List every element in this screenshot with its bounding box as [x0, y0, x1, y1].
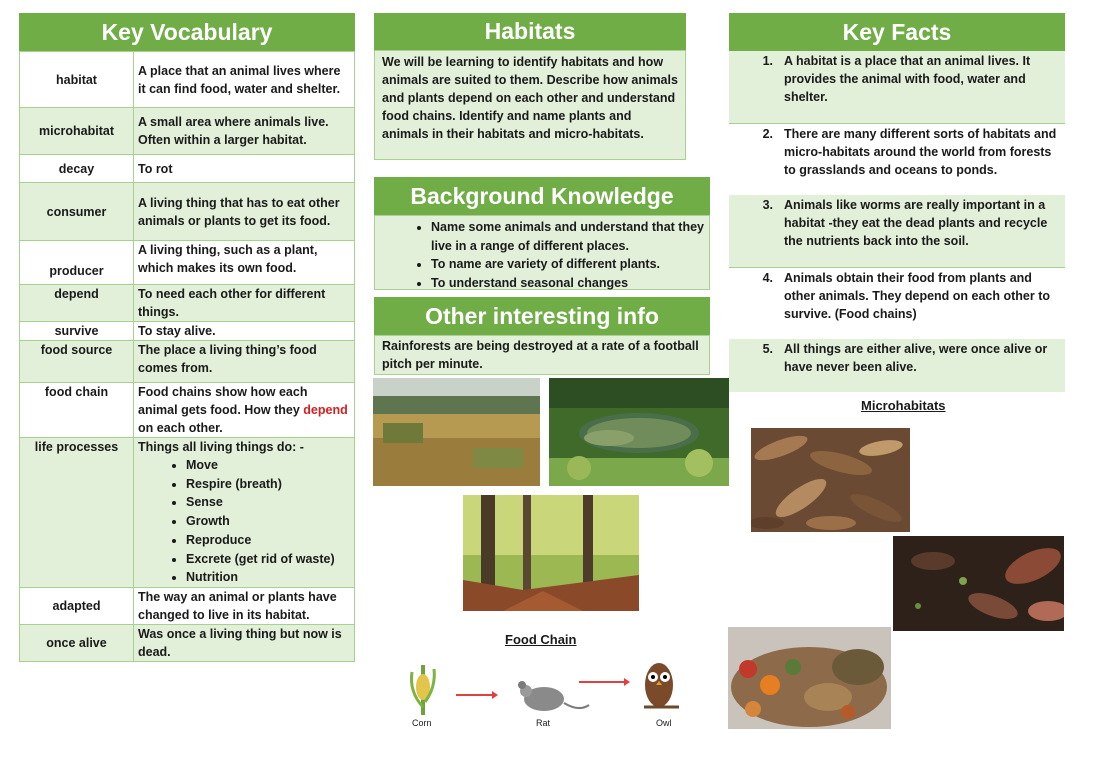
soil-photo: [893, 536, 1064, 631]
table-row: [20, 383, 355, 438]
other-info-box: [374, 335, 710, 375]
food-chain-label: Corn: [412, 718, 432, 728]
table-row: [20, 341, 355, 383]
key-fact-number: 3.: [762, 198, 773, 212]
key-fact-item: [729, 195, 1065, 267]
vocab-definition: The way an animal or plants have changed to live in its habitat.: [134, 587, 355, 624]
list-item: • To name are variety of different plants.: [431, 255, 709, 274]
list-item: • Reproduce: [186, 531, 350, 550]
key-fact-number: 5.: [762, 342, 773, 356]
vocab-term: depend: [20, 285, 134, 322]
key-fact-text: Animals like worms are really important in a habitat -they eat the dead plants and recycle the nutrients back into the soil.: [784, 198, 1048, 248]
vocab-definition-part: Food chains show how each animal gets food. How they: [138, 385, 308, 417]
vocab-term: survive: [20, 322, 134, 341]
vocab-definition-part: on each other.: [138, 421, 223, 435]
arrow-icon: [456, 691, 498, 699]
microhabitats-caption: Microhabitats: [861, 398, 946, 413]
food-chain-label: Owl: [656, 718, 672, 728]
vocab-term: food chain: [20, 383, 134, 438]
vocab-definition: A living thing, such as a plant, which makes its own food.: [134, 241, 355, 285]
vocab-definition: To rot: [134, 155, 355, 183]
habitats-text: We will be learning to identify habitats and how animals are suited to them. Describe how animals and plants depend on each other and understand food chains. Identify and name plants and animals in their habitats and micro-habitats.: [382, 55, 678, 141]
food-chain-diagram: [374, 657, 711, 729]
habitats-title: Habitats: [374, 13, 686, 50]
vocab-definition: The place a living thing’s food comes from.: [134, 341, 355, 383]
vocab-term: habitat: [20, 52, 134, 108]
vocab-definition-intro: Things all living things do: -: [138, 440, 304, 454]
vocab-definition: [134, 438, 355, 588]
habitats-description: [374, 50, 686, 160]
food-chain-caption: Food Chain: [505, 632, 577, 647]
vocab-term: food source: [20, 341, 134, 383]
key-facts-title: Key Facts: [729, 13, 1065, 51]
vocab-term: once alive: [20, 624, 134, 661]
vocab-term: consumer: [20, 183, 134, 241]
key-fact-text: A habitat is a place that an animal lives. It provides the animal with food, water and shelter.: [784, 54, 1031, 104]
key-fact-item: [729, 339, 1065, 392]
vocab-definition: [134, 383, 355, 438]
list-item: • Excrete (get rid of waste): [186, 550, 350, 569]
life-processes-list: [138, 456, 350, 587]
list-item: • Growth: [186, 512, 350, 531]
vocab-definition: A living thing that has to eat other animals or plants to get its food.: [134, 183, 355, 241]
table-row: [20, 624, 355, 661]
vocab-term: producer: [20, 241, 134, 285]
list-item: • Name some animals and understand that they live in a range of different places.: [431, 218, 709, 255]
key-fact-text: There are many different sorts of habitats and micro-habitats around the world from forests to grasslands and oceans to ponds.: [784, 127, 1057, 177]
owl-icon: [644, 663, 679, 707]
vocab-definition: A place that an animal lives where it can find food, water and shelter.: [134, 52, 355, 108]
food-chain-label: Rat: [536, 718, 551, 728]
woodland-photo: [463, 495, 639, 611]
vocab-term: microhabitat: [20, 108, 134, 155]
key-fact-text: Animals obtain their food from plants and other animals. They depend on each other to survive. (Food chains): [784, 271, 1051, 321]
vocab-definition: A small area where animals live. Often within a larger habitat.: [134, 108, 355, 155]
key-fact-text: All things are either alive, were once alive or have never been alive.: [784, 342, 1048, 374]
list-item: • To understand seasonal changes: [431, 274, 709, 293]
compost-bowl-photo: [728, 627, 891, 729]
table-row: [20, 183, 355, 241]
table-row: [20, 322, 355, 341]
table-row: [20, 52, 355, 108]
arrow-icon: [579, 678, 630, 686]
vocab-term: adapted: [20, 587, 134, 624]
vocab-term: decay: [20, 155, 134, 183]
vocab-definition: Was once a living thing but now is dead.: [134, 624, 355, 661]
background-title: Background Knowledge: [374, 177, 710, 215]
vocabulary-table: [19, 51, 355, 662]
list-item: • Move: [186, 456, 350, 475]
key-fact-item: [729, 123, 1065, 195]
key-fact-number: 1.: [762, 54, 773, 68]
vocab-definition: To need each other for different things.: [134, 285, 355, 322]
table-row: [20, 438, 355, 588]
table-row: [20, 108, 355, 155]
list-item: • Nutrition: [186, 568, 350, 587]
background-list-box: [374, 215, 710, 290]
vocab-definition: To stay alive.: [134, 322, 355, 341]
leaf-litter-photo: [751, 428, 910, 532]
table-row: [20, 285, 355, 322]
vocab-term: life processes: [20, 438, 134, 588]
highlighted-word: depend: [303, 403, 348, 417]
list-item: • Respire (breath): [186, 475, 350, 494]
key-fact-number: 4.: [762, 271, 773, 285]
other-info-title: Other interesting info: [374, 297, 710, 335]
table-row: [20, 587, 355, 624]
background-list: [375, 218, 709, 293]
rat-icon: [518, 681, 589, 711]
key-fact-item: [729, 267, 1065, 339]
corn-icon: [411, 665, 434, 715]
other-info-text: Rainforests are being destroyed at a rate of a football pitch per minute.: [382, 339, 699, 371]
vocabulary-title: Key Vocabulary: [19, 13, 355, 51]
table-row: [20, 155, 355, 183]
pond-photo: [549, 378, 729, 486]
grassland-photo: [373, 378, 540, 486]
table-row: [20, 241, 355, 285]
key-fact-number: 2.: [762, 127, 773, 141]
list-item: • Sense: [186, 493, 350, 512]
key-fact-item: [729, 51, 1065, 123]
